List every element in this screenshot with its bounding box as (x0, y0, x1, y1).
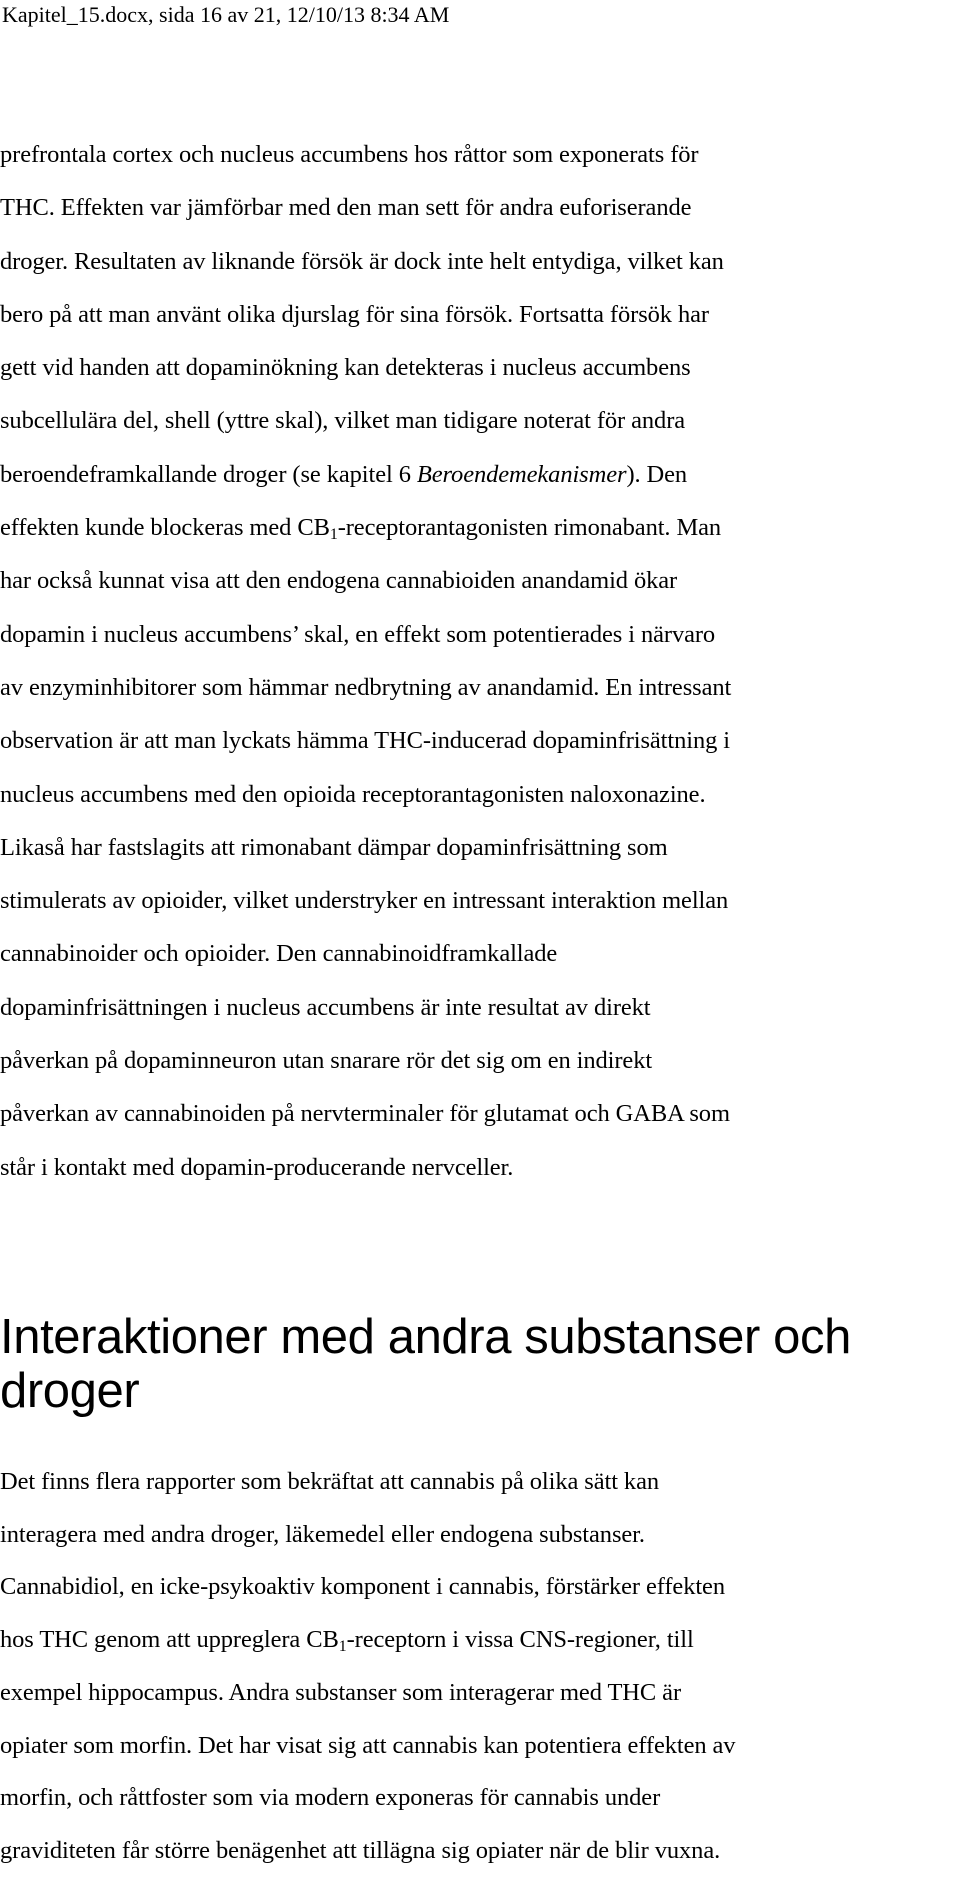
text-line: graviditeten får större benägenhet att tillägna sig opiater när de blir vuxna. (0, 1836, 721, 1864)
text-line: har också kunnat visa att den endogena cannabioiden anandamid ökar (0, 567, 678, 595)
text-line: exempel hippocampus. Andra substanser som interagerar med THC är (0, 1678, 682, 1706)
heading-line: droger (0, 1364, 140, 1418)
text-line: Likaså har fastslagits att rimonabant dämpar dopaminfrisättning som (0, 833, 668, 861)
text-line: Cannabidiol, en icke-psykoaktiv komponent i cannabis, förstärker effekten (0, 1573, 725, 1601)
text-line (0, 1614, 958, 1667)
text-line: observation är att man lyckats hämma THC-inducerad dopaminfrisättning i (0, 727, 730, 755)
text-segment: -receptorn i vissa CNS-regioner, till (346, 1626, 694, 1654)
heading-line: Interaktioner med andra substanser och (0, 1310, 851, 1364)
text-line: gett vid handen att dopaminökning kan detekteras i nucleus accumbens (0, 354, 691, 382)
text-segment: hos THC genom att uppreglera CB (0, 1626, 339, 1654)
text-line: bero på att man använt olika djurslag för sina försök. Fortsatta försök har (0, 300, 709, 328)
text-line: nucleus accumbens med den opioida receptorantagonisten naloxonazine. (0, 780, 706, 808)
body-paragraph (0, 128, 958, 1194)
body-paragraph (0, 1456, 958, 1878)
section-heading (0, 1310, 958, 1418)
text-line: subcellulära del, shell (yttre skal), vilket man tidigare noterat för andra (0, 407, 686, 435)
text-line: cannabinoider och opioider. Den cannabinoidframkallade (0, 940, 558, 968)
text-line: av enzyminhibitorer som hämmar nedbrytning av anandamid. En intressant (0, 673, 732, 701)
text-line: interagera med andra droger, läkemedel eller endogena substanser. (0, 1520, 645, 1548)
document-header: Kapitel_15.docx, sida 16 av 21, 12/10/13 8:34 AM (2, 2, 450, 27)
text-line: prefrontala cortex och nucleus accumbens hos råttor som exponerats för (0, 141, 699, 168)
text-line: står i kontakt med dopamin-producerande nervceller. (0, 1153, 514, 1181)
text-line: THC. Effekten var jämförbar med den man sett för andra euforiserande (0, 194, 692, 222)
text-segment: effekten kunde blockeras med CB (0, 514, 330, 542)
text-line: morfin, och råttfoster som via modern exponeras för cannabis under (0, 1784, 661, 1812)
text-line: dopamin i nucleus accumbens’ skal, en effekt som potentierades i närvaro (0, 620, 716, 648)
text-line: Det finns flera rapporter som bekräftat att cannabis på olika sätt kan (0, 1468, 660, 1495)
subscript: 1 (338, 1638, 347, 1656)
text-segment: beroendeframkallande droger (se kapitel 6 (0, 460, 417, 488)
text-line: påverkan på dopaminneuron utan snarare rör det sig om en indirekt (0, 1047, 653, 1075)
text-line: stimulerats av opioider, vilket understryker en intressant interaktion mellan (0, 887, 729, 915)
text-line: droger. Resultaten av liknande försök är dock inte helt entydiga, vilket kan (0, 247, 724, 275)
text-line: dopaminfrisättningen i nucleus accumbens är inte resultat av direkt (0, 993, 651, 1021)
text-segment: -receptorantagonisten rimonabant. Man (337, 514, 722, 542)
text-line (0, 448, 958, 501)
text-segment: ). Den (626, 460, 688, 488)
chapter-reference: Beroendemekanismer (416, 460, 627, 488)
text-line: påverkan av cannabinoiden på nervterminaler för glutamat och GABA som (0, 1100, 730, 1128)
text-line: opiater som morfin. Det har visat sig att cannabis kan potentiera effekten av (0, 1731, 736, 1759)
text-line (0, 501, 958, 554)
subscript: 1 (329, 526, 338, 544)
